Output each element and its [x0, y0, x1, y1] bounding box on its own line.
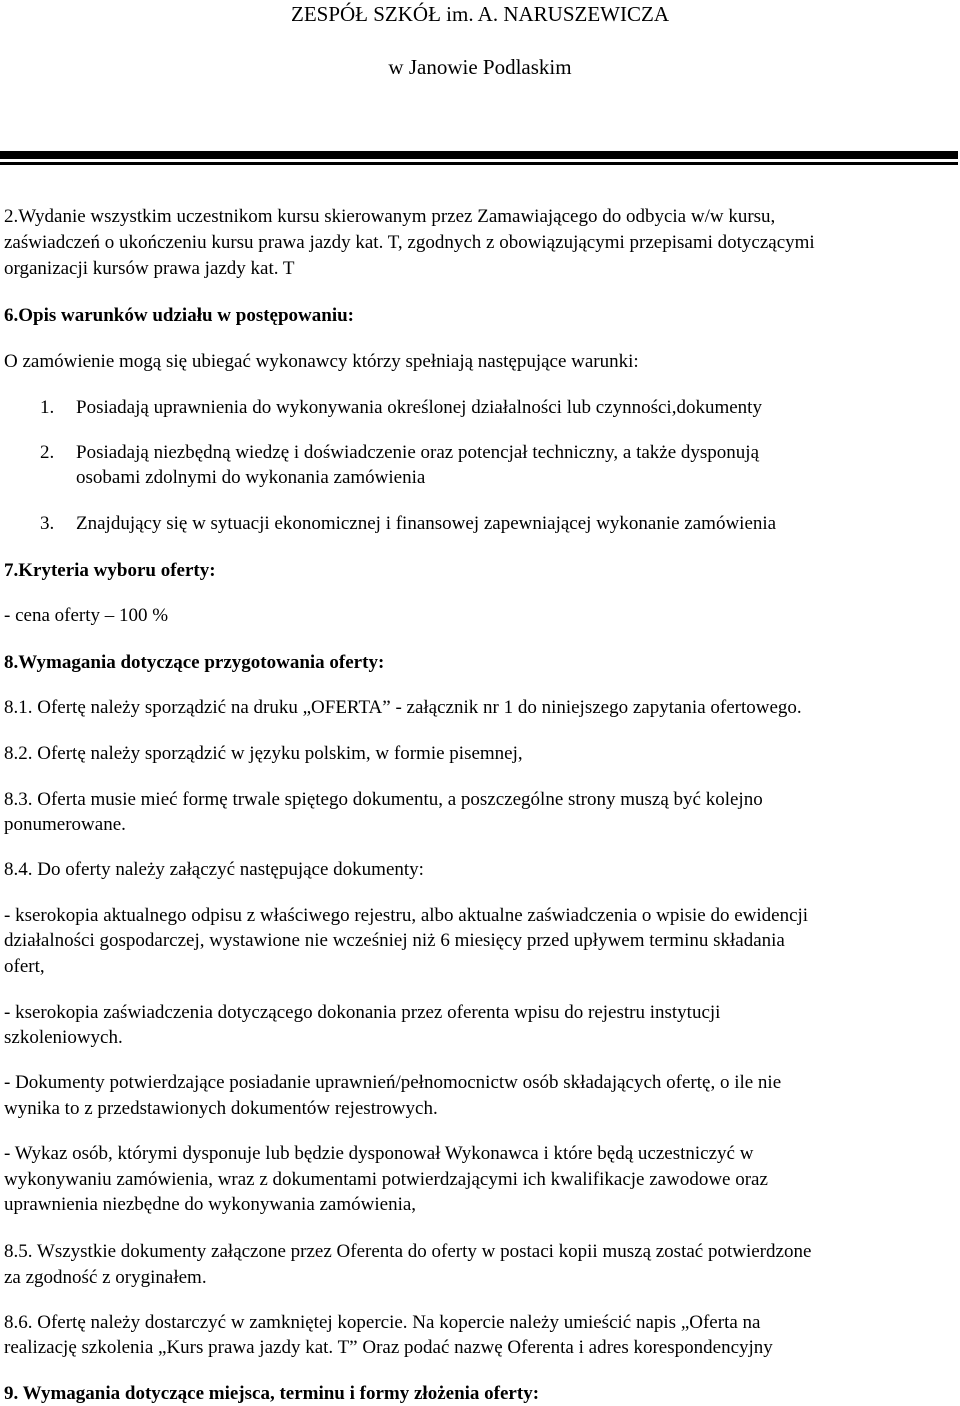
- section-7-heading: 7.Kryteria wyboru oferty:: [4, 560, 216, 581]
- paragraph-8-5-line-2: za zgodność z oryginałem.: [4, 1267, 207, 1288]
- school-name: ZESPÓŁ SZKÓŁ im. A. NARUSZEWICZA: [291, 2, 669, 26]
- document-2-line-2: szkoleniowych.: [4, 1027, 123, 1048]
- paragraph-8-5-line-1: 8.5. Wszystkie dokumenty załączone przez Oferenta do oferty w postaci kopii muszą zostać potwierdzone: [4, 1241, 812, 1262]
- condition-1-number: 1.: [40, 397, 55, 418]
- header-rule-thick: [0, 151, 958, 159]
- condition-3-text: Znajdujący się w sytuacji ekonomicznej i finansowej zapewniającej wykonanie zamówienia: [76, 513, 777, 534]
- document-4-line-2: wykonywaniu zamówienia, wraz z dokumentami potwierdzającymi ich kwalifikacje zawodowe oraz: [4, 1169, 768, 1190]
- document-4-line-1: - Wykaz osób, którymi dysponuje lub będzie dysponował Wykonawca i które będą uczestniczyć w: [4, 1143, 754, 1164]
- condition-2-number: 2.: [40, 442, 55, 463]
- condition-3-number: 3.: [40, 513, 55, 534]
- paragraph-2-line-3: organizacji kursów prawa jazdy kat. T: [4, 258, 295, 279]
- document-4-line-3: uprawnienia niezbędne do wykonywania zamówienia,: [4, 1194, 417, 1215]
- section-8-heading: 8.Wymagania dotyczące przygotowania oferty:: [4, 652, 385, 673]
- condition-2-line-2: osobami zdolnymi do wykonania zamówienia: [76, 467, 426, 488]
- paragraph-8-1: 8.1. Ofertę należy sporządzić na druku „OFERTA” - załącznik nr 1 do niniejszego zapytania ofertowego.: [4, 697, 802, 718]
- condition-1-text: Posiadają uprawnienia do wykonywania określonej działalności lub czynności,dokumenty: [76, 397, 762, 418]
- section-7-criterion: - cena oferty – 100 %: [4, 605, 169, 626]
- document-1-line-2: działalności gospodarczej, wystawione nie wcześniej niż 6 miesięcy przed upływem terminu składania: [4, 930, 785, 951]
- document-1-line-1: - kserokopia aktualnego odpisu z właściwego rejestru, albo aktualne zaświadczenia o wpisie do ewidencji: [4, 905, 809, 926]
- school-location: w Janowie Podlaskim: [388, 55, 572, 79]
- section-6-intro: O zamówienie mogą się ubiegać wykonawcy którzy spełniają następujące warunki:: [4, 351, 639, 372]
- condition-2-line-1: Posiadają niezbędną wiedzę i doświadczenie oraz potencjał techniczny, a także dysponują: [76, 442, 759, 463]
- section-6-heading: 6.Opis warunków udziału w postępowaniu:: [4, 305, 355, 326]
- paragraph-2-line-2: zaświadczeń o ukończeniu kursu prawa jazdy kat. T, zgodnych z obowiązującymi przepisami dotyczącymi: [4, 232, 815, 253]
- document-2-line-1: - kserokopia zaświadczenia dotyczącego dokonania przez oferenta wpisu do rejestru instytucji: [4, 1002, 721, 1023]
- paragraph-8-6-line-1: 8.6. Ofertę należy dostarczyć w zamkniętej kopercie. Na kopercie należy umieścić napis „Oferta na: [4, 1312, 761, 1333]
- paragraph-8-3-line-1: 8.3. Oferta musie mieć formę trwale spiętego dokumentu, a poszczególne strony muszą być kolejno: [4, 789, 763, 810]
- paragraph-8-2: 8.2. Ofertę należy sporządzić w języku polskim, w formie pisemnej,: [4, 743, 523, 764]
- paragraph-2-line-1: 2.Wydanie wszystkim uczestnikom kursu skierowanym przez Zamawiającego do odbycia w/w kursu,: [4, 206, 776, 227]
- paragraph-8-6-line-2: realizację szkolenia „Kurs prawa jazdy kat. T” Oraz podać nazwę Oferenta i adres korespondencyjny: [4, 1337, 773, 1358]
- section-9-heading: 9. Wymagania dotyczące miejsca, terminu i formy złożenia oferty:: [4, 1383, 540, 1404]
- document-3-line-2: wynika to z przedstawionych dokumentów rejestrowych.: [4, 1098, 438, 1119]
- paragraph-8-3-line-2: ponumerowane.: [4, 814, 126, 835]
- paragraph-8-4: 8.4. Do oferty należy załączyć następujące dokumenty:: [4, 859, 424, 880]
- document-3-line-1: - Dokumenty potwierdzające posiadanie uprawnień/pełnomocnictw osób składających ofertę, o ile nie: [4, 1072, 782, 1093]
- header-rule-thin: [0, 162, 958, 165]
- document-1-line-3: ofert,: [4, 956, 45, 977]
